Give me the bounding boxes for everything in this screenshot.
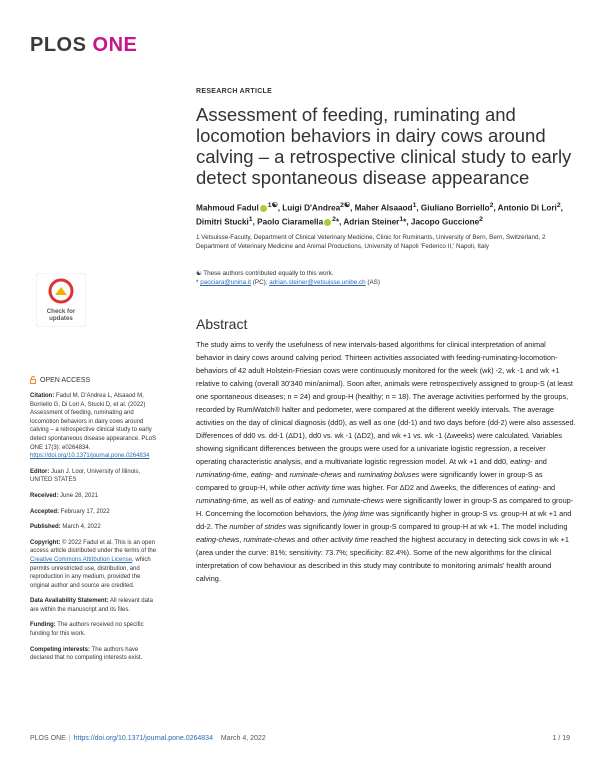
- accepted-block: [30, 508, 160, 517]
- author-name[interactable]: , Antonio Di Lori: [493, 203, 557, 213]
- footer-journal: PLOS ONE: [30, 735, 66, 742]
- author-affil: 2☯: [340, 202, 351, 209]
- data-availability-block: [30, 597, 160, 614]
- editor-block: [30, 468, 160, 485]
- corr-email-link[interactable]: paociara@unina.it: [200, 279, 252, 286]
- open-access-text: OPEN ACCESS: [40, 376, 91, 384]
- orcid-icon[interactable]: [324, 219, 331, 226]
- corr-suffix: (AS): [365, 279, 380, 286]
- correspondence-note: [196, 278, 576, 287]
- abstract-italic: ruminating-time: [196, 496, 247, 505]
- article-metadata: [30, 392, 160, 670]
- author-affil: 1: [412, 202, 417, 209]
- article-type-label: RESEARCH ARTICLE: [196, 88, 273, 95]
- accepted-text: February 17, 2022: [59, 508, 110, 515]
- equal-contribution-note: ☯ These authors contributed equally to this work.: [196, 270, 334, 277]
- abstract-segment: - and: [313, 496, 332, 505]
- footer-separator: |: [68, 735, 71, 742]
- badge-line2: updates: [49, 315, 73, 322]
- abstract-italic: ruminating-time: [196, 470, 247, 479]
- author-affil: 1☯: [267, 202, 278, 209]
- funding-block: [30, 621, 160, 638]
- footer-left: [30, 735, 266, 742]
- competing-interests-text: The authors have declared that no competing interests exist.: [30, 646, 143, 662]
- logo-plos: PLOS: [30, 34, 87, 56]
- funding-label: Funding:: [30, 622, 56, 629]
- author-name[interactable]: , Paolo Ciaramella: [252, 217, 324, 227]
- logo-one: ONE: [92, 34, 138, 56]
- corr-prefix: *: [196, 279, 201, 286]
- abstract-italic: other activity time: [288, 483, 346, 492]
- abstract-italic: eating: [293, 496, 314, 505]
- abstract-italic: ruminate-chews: [331, 496, 384, 505]
- abstract-segment: ,: [246, 470, 251, 479]
- badge-line1: Check for: [46, 308, 76, 315]
- abstract-text: [196, 338, 576, 585]
- abstract-segment: - and: [270, 470, 290, 479]
- abstract-italic: eating-chews: [196, 535, 240, 544]
- editor-label: Editor:: [30, 468, 50, 475]
- copyright-text: , which permits unrestricted use, distribution, and reproduction in any medium, provided the original author and source are credited.: [30, 556, 151, 589]
- footer-spacer: [216, 735, 218, 742]
- author-name[interactable]: *, Adrian Steiner: [335, 217, 400, 227]
- received-text: June 28, 2021: [58, 492, 99, 499]
- abstract-italic: ruminate-chews: [289, 470, 342, 479]
- author-name[interactable]: , Dimitri Stucki: [196, 203, 563, 227]
- abstract-italic: number of strides: [229, 522, 287, 531]
- license-link[interactable]: Creative Commons Attribution License: [30, 556, 133, 563]
- article-title: Assessment of feeding, ruminating and locomotion behaviors in dairy cows around calving – a retrospective clinical study to early detect spontaneous disease appearance: [196, 104, 572, 188]
- citation-doi-link[interactable]: https://doi.org/10.1371/journal.pone.0264834: [30, 453, 150, 460]
- abstract-heading: Abstract: [196, 316, 248, 332]
- copyright-label: Copyright:: [30, 539, 61, 546]
- accepted-label: Accepted:: [30, 508, 60, 515]
- abstract-segment: , as well as of: [246, 496, 294, 505]
- corr-email-link[interactable]: adrian.steiner@vetsuisse.unibe.ch: [269, 279, 366, 286]
- author-affil: 2: [479, 216, 483, 224]
- affiliations: 1 Vetsuisse-Faculty, Department of Clinical Veterinary Medicine, Clinic for Ruminants, University of Bern, Bern, Switzerland, 2 Department of Veterinary Medicine and Animal Productions, University of Napoli 'Federico II,' Napoli, Italy: [196, 234, 546, 250]
- abstract-segment: was higher. For ΔD2 and Δweeks, the differences of: [345, 483, 519, 492]
- abstract-italic: ruminating boluses: [357, 470, 420, 479]
- abstract-italic: eating: [518, 483, 539, 492]
- competing-interests-label: Competing interests:: [30, 646, 91, 653]
- open-lock-icon: [30, 376, 36, 384]
- copyright-text: © 2022 Fadul et al. This is an open access article distributed under the terms of the: [30, 539, 157, 555]
- author-affil: 2: [489, 202, 494, 209]
- copyright-block: [30, 539, 160, 591]
- abstract-segment: was significantly lower in group-S compared to group-H at wk +1. The model including: [286, 522, 568, 531]
- author-name[interactable]: , Giuliano Borriello: [416, 203, 490, 213]
- published-block: [30, 523, 160, 532]
- funding-text: The authors received no specific funding for this work.: [30, 622, 144, 638]
- author-affil: 2: [556, 202, 561, 209]
- published-label: Published:: [30, 524, 61, 531]
- abstract-italic: other activity time: [311, 535, 369, 544]
- abstract-italic: eating: [510, 457, 531, 466]
- author-notes: [196, 269, 576, 287]
- check-for-updates-badge[interactable]: [36, 273, 86, 327]
- abstract-segment: - and: [530, 457, 547, 466]
- abstract-italic: ruminate-chews: [243, 535, 296, 544]
- published-text: March 4, 2022: [60, 524, 101, 531]
- abstract-segment: was significantly higher in group-S vs. group-H at wk +1 and dd-2. The: [196, 509, 572, 531]
- citation-block: [30, 392, 160, 461]
- corr-mid: (PC);: [251, 279, 270, 286]
- citation-text: Fadul M, D'Andrea L, Alsaaod M, Borriello G, Di Lori A, Stucki D, et al. (2022) Assessment of feeding, ruminating and locomotion behaviors in dairy cows around calving – a retrospective clinical study to early detect spontaneous disease appearance. PLoS ONE 17(3): e0264834.: [30, 393, 157, 451]
- footer-doi-link[interactable]: https://doi.org/10.1371/journal.pone.0264834: [73, 735, 213, 742]
- journal-logo[interactable]: [30, 34, 137, 57]
- competing-interests-block: [30, 646, 160, 663]
- author-affil: 1: [399, 216, 404, 224]
- abstract-segment: reached the highest accuracy in detecting sick cows in wk +1 (area under the curve: 81%; sensitivity: 73.7%; specificity: 82.4%). Some of the new algorithms for the clinical interpretation of cow behaviour as described in this study may contribute to monitoring animals' health around calving.: [196, 535, 569, 583]
- abstract-segment: were significantly lower in group-S as compared to group-H. Concerning the locomotion behaviors, the: [196, 496, 574, 518]
- data-availability-label: Data Availability Statement:: [30, 598, 109, 605]
- footer-date: March 4, 2022: [220, 735, 266, 742]
- footer-page-number: 1 / 19: [552, 735, 570, 742]
- open-access-label: [30, 376, 90, 384]
- author-name[interactable]: , Maher Alsaaod: [350, 203, 413, 213]
- abstract-segment: ,: [239, 535, 244, 544]
- received-label: Received:: [30, 492, 59, 499]
- abstract-segment: - and: [538, 483, 556, 492]
- citation-label: Citation:: [30, 393, 55, 399]
- author-affil: 1: [248, 216, 253, 224]
- data-availability-text: All relevant data are within the manuscript and its files.: [30, 598, 153, 613]
- author-name[interactable]: Mahmoud Fadul: [196, 203, 259, 213]
- author-list: [196, 200, 576, 228]
- editor-text: Juan J. Loor, University of Illinois, UNITED STATES: [30, 468, 141, 484]
- abstract-segment: The study aims to verify the usefulness of new intervals-based algorithms for clinical interpretation of animal behavior in dairy cows around calving period. Thirteen activities associated with feeding-ruminating-locomotion-behaviors of 42 adult Holstein-Friesian cows were continuously monitored for the week (wk) -2, wk -1 and wk +1 relative to calving (overall 30'340 min/animal). Soon after, animals were retrospectively assigned to group-S (at least one spontaneous diseases; n = 24) and group-H (healthy; n = 18). The average activities performed by the groups, recorded by RumiWatch® halter and pedometer, were compared at the different weekly intervals. The average activities on the day of clinical diagnosis (dd0), as well as one (dd-1) and two days before (dd-2) were also assessed. Differences of dd0 vs. dd-1 (ΔD1), dd0 vs. wk -1 (ΔD2), and wk +1 vs. wk -1 (Δweeks) were calculated. Variables showing significant differences between the groups were used for a univariate logistic regression, a receiver operating characteristic analysis, and a multivariate logistic regression model. At wk +1 and dd0,: [196, 340, 576, 466]
- abstract-segment: and: [295, 535, 312, 544]
- author-affil: 2: [332, 216, 336, 224]
- abstract-segment: were significantly lower in group-S as compared to group-H, while: [196, 470, 543, 492]
- author-name[interactable]: *, Jacopo Guccione: [403, 217, 480, 227]
- abstract-segment: and: [341, 470, 358, 479]
- abstract-italic: lying time: [342, 509, 374, 518]
- abstract-italic: eating: [250, 470, 271, 479]
- received-block: [30, 492, 160, 501]
- author-name[interactable]: , Luigi D'Andrea: [277, 203, 341, 213]
- orcid-icon[interactable]: [260, 205, 267, 212]
